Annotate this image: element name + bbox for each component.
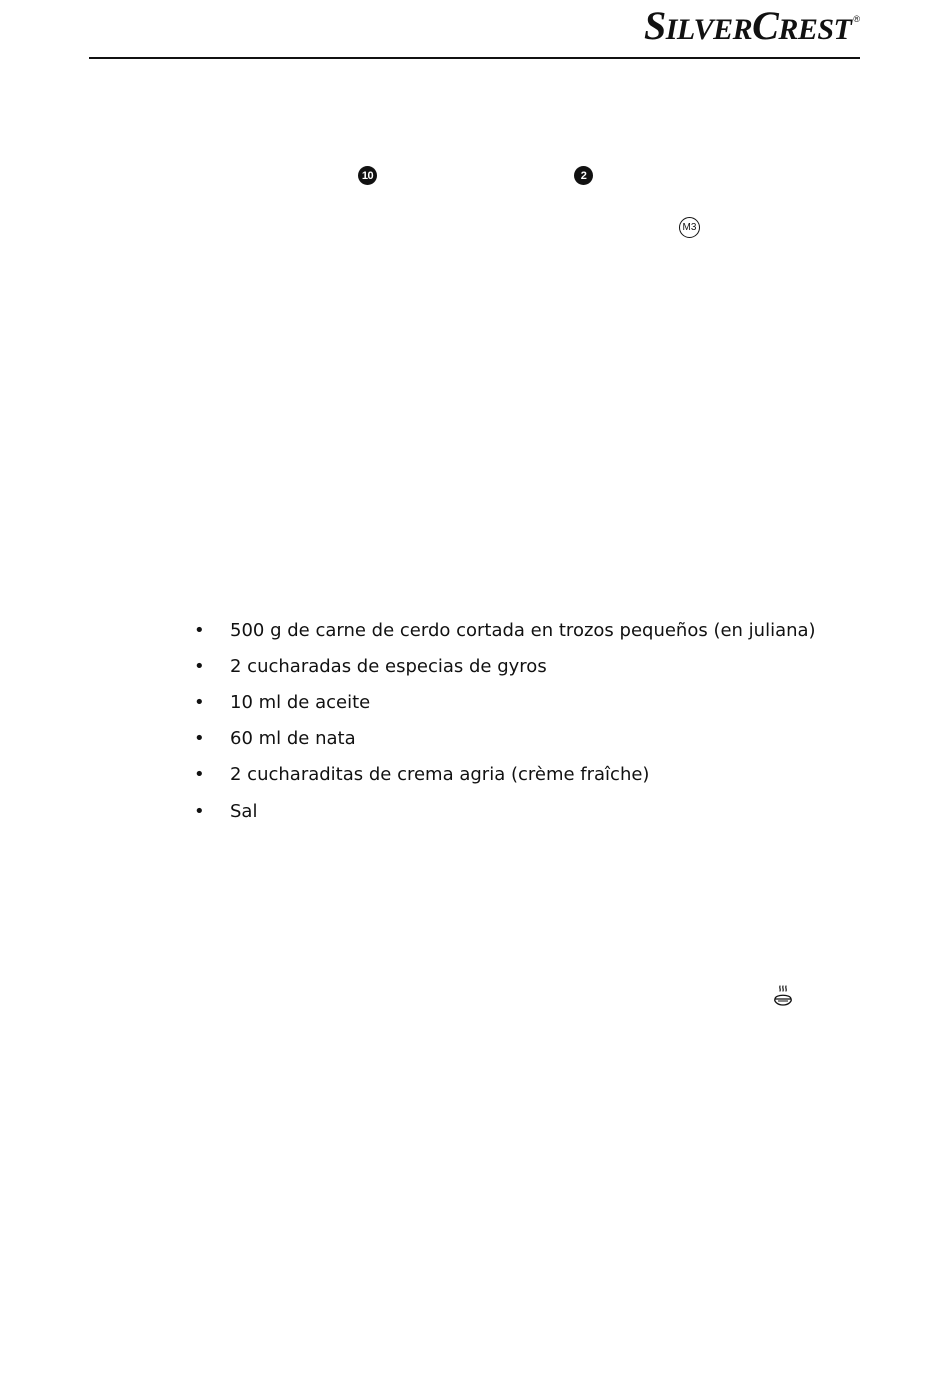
bullet: • bbox=[194, 655, 205, 677]
bullet: • bbox=[194, 691, 205, 713]
ingredient-text: 2 cucharadas de especias de gyros bbox=[230, 655, 547, 677]
brand-logo bbox=[644, 4, 860, 48]
ingredient-list bbox=[194, 612, 816, 829]
reference-marker-2: 2 bbox=[574, 166, 593, 185]
brand-wordmark bbox=[644, 4, 851, 52]
brand-initial-s: S bbox=[643, 3, 666, 48]
ingredient-text: 2 cucharaditas de crema agria (crème fraîche) bbox=[230, 764, 650, 786]
brand-rest-rest: REST bbox=[778, 13, 852, 46]
list-item bbox=[194, 793, 816, 829]
bullet: • bbox=[194, 800, 205, 822]
ingredient-text: 60 ml de nata bbox=[230, 728, 356, 750]
list-item bbox=[194, 612, 816, 648]
brand-rest-ilver: ILVER bbox=[665, 13, 753, 46]
brand-initial-c: C bbox=[752, 3, 779, 48]
list-item bbox=[194, 721, 816, 757]
steam-pan-icon bbox=[772, 985, 794, 1009]
bullet: • bbox=[194, 764, 205, 786]
ingredient-text: 500 g de carne de cerdo cortada en trozos pequeños (en juliana) bbox=[230, 619, 816, 641]
ingredient-text: 10 ml de aceite bbox=[230, 691, 371, 713]
ingredient-text: Sal bbox=[230, 800, 258, 822]
list-item bbox=[194, 648, 816, 684]
bullet: • bbox=[194, 619, 205, 641]
program-m3-icon: M3 bbox=[679, 217, 700, 238]
list-item bbox=[194, 757, 816, 793]
list-item bbox=[194, 684, 816, 720]
header-divider bbox=[89, 57, 860, 59]
registered-mark: ® bbox=[853, 14, 860, 24]
reference-marker-10: 10 bbox=[358, 166, 377, 185]
bullet: • bbox=[194, 728, 205, 750]
